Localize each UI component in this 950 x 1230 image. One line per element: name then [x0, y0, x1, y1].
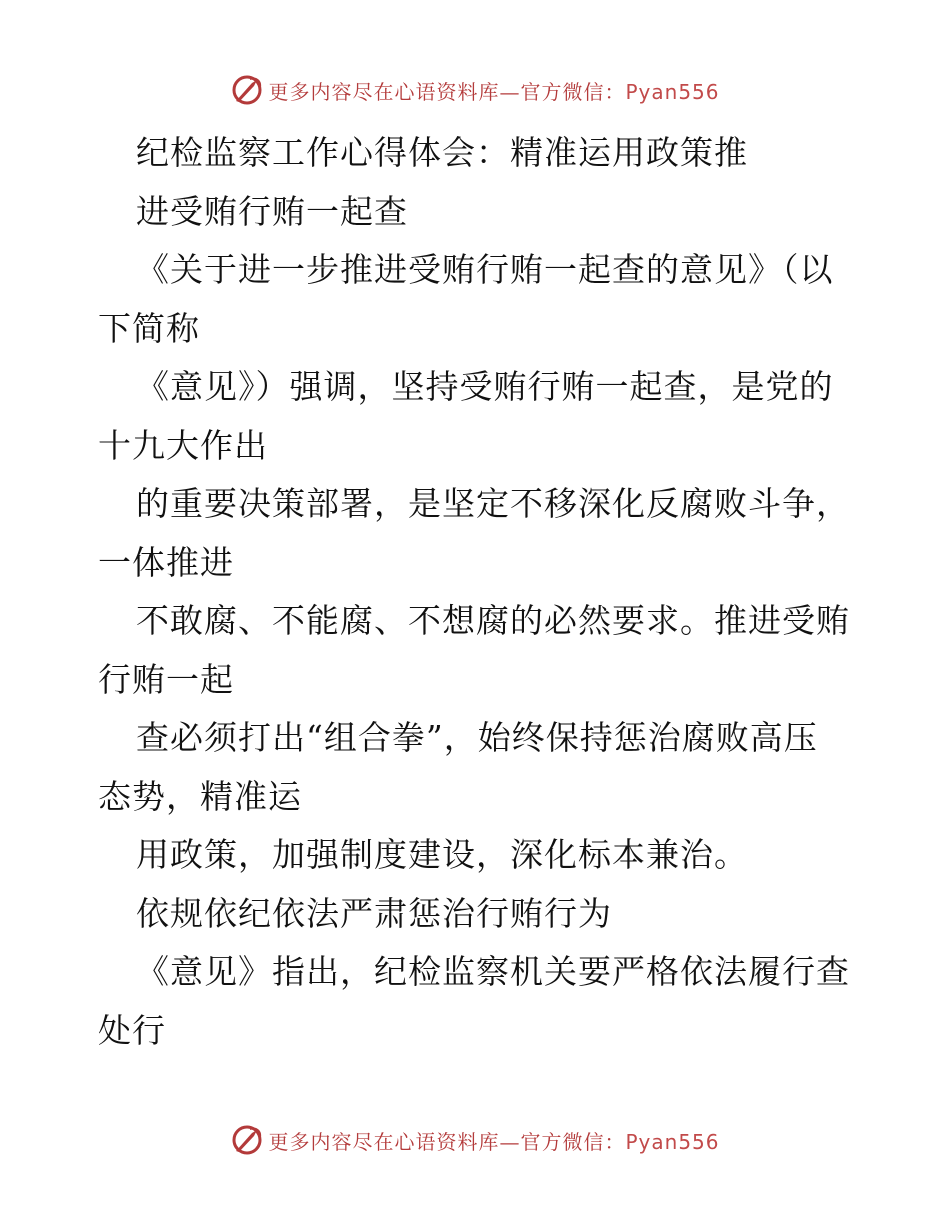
text-line: 的重要决策部署，是坚定不移深化反腐败斗争， [136, 484, 850, 523]
footer-site-text: 更多内容尽在心语资料库—官方微信： [268, 1129, 626, 1154]
text-line: 下简称 [98, 308, 200, 348]
footer-banner-text [268, 1126, 719, 1155]
header-banner [0, 70, 950, 110]
text-line: 处行 [98, 1010, 166, 1050]
header-site-text: 更多内容尽在心语资料库—官方微信： [268, 79, 626, 104]
text-line: 《关于进一步推进受贿行贿一起查的意见》（以 [136, 250, 834, 289]
footer-banner [0, 1120, 950, 1160]
quill-pen-logo-icon [230, 1123, 264, 1157]
text-line: 不敢腐、不能腐、不想腐的必然要求。推进受贿 [136, 601, 850, 640]
text-line: 一体推进 [98, 542, 234, 582]
text-line: 行贿一起 [98, 659, 234, 699]
text-line: 十九大作出 [98, 425, 268, 465]
text-line: 态势，精准运 [98, 776, 302, 816]
header-wechat-id: Pyan556 [625, 79, 720, 104]
text-line: 用政策，加强制度建设，深化标本兼治。 [136, 835, 748, 874]
text-line: 查必须打出“组合拳”，始终保持惩治腐败高压 [136, 718, 818, 757]
header-banner-text [268, 76, 719, 105]
document-body [98, 124, 858, 1060]
text-line: 《意见》指出，纪检监察机关要严格依法履行查 [136, 952, 850, 991]
text-line: 《意见》）强调，坚持受贿行贿一起查，是党的 [136, 367, 834, 406]
footer-wechat-id: Pyan556 [625, 1129, 720, 1154]
text-line: 纪检监察工作心得体会：精准运用政策推 [136, 133, 748, 172]
text-line: 依规依纪依法严肃惩治行贿行为 [136, 893, 612, 933]
text-line: 进受贿行贿一起查 [136, 191, 408, 231]
quill-pen-logo-icon [230, 73, 264, 107]
